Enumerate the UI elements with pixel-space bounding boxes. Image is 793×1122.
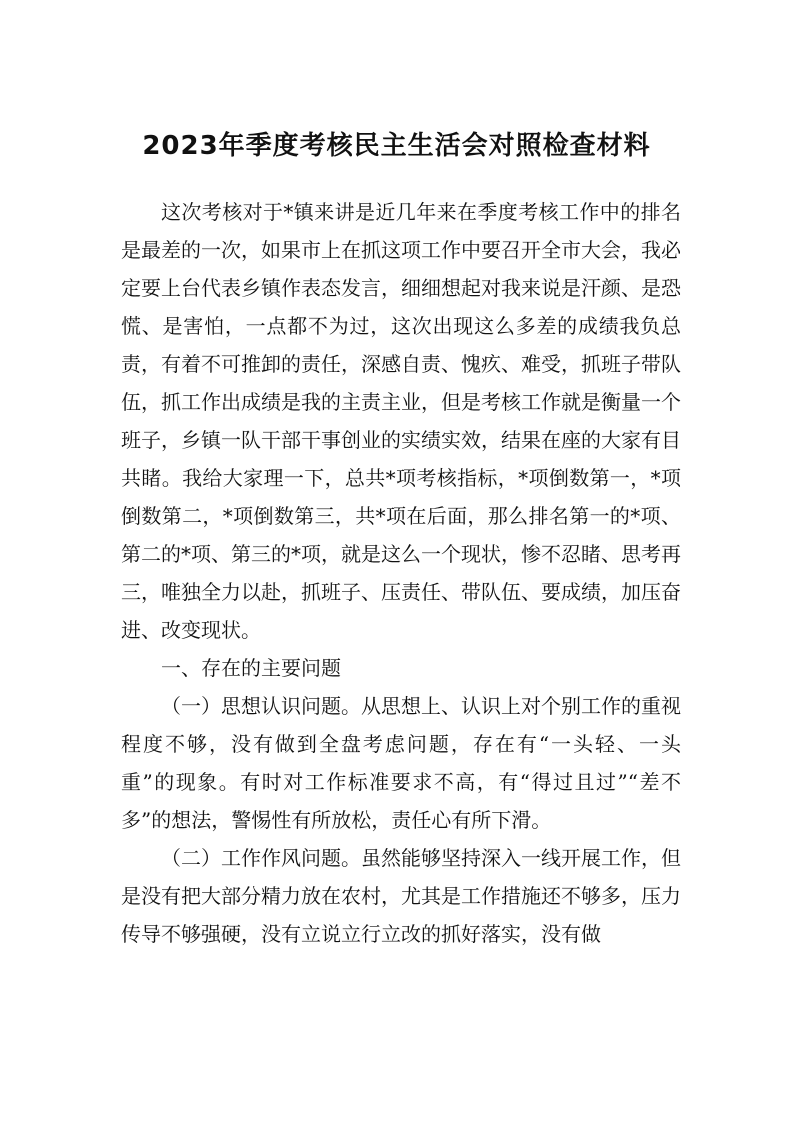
intro-paragraph: 这次考核对于*镇来讲是近几年来在季度考核工作中的排名是最差的一次，如果市上在抓这项工作中要召开全市大会，我必定要上台代表乡镇作表态发言，细细想起对我来说是汗颜、是恐慌、是害怕，一点都不为过，这次出现这么多差的成绩我负总责，有着不可推卸的责任，深感自责、愧疚、难受，抓班子带队伍，抓工作出成绩是我的主责主业，但是考核工作就是衡量一个班子，乡镇一队干部干事创业的实绩实效，结果在座的大家有目共睹。我给大家理一下，总共*项考核指标，*项倒数第一，*项倒数第二，*项倒数第三，共*项在后面，那么排名第一的*项、第二的*项、第三的*项，就是这么一个现状，惨不忍睹、思考再三，唯独全力以赴，抓班子、压责任、带队伍、要成绩，加压奋进、改变现状。 — [121, 200, 681, 642]
document-title: 2023年季度考核民主生活会对照检查材料 — [142, 131, 651, 161]
document-body — [121, 193, 681, 953]
problem-paragraph-2: （二）工作作风问题。虽然能够坚持深入一线开展工作，但是没有把大部分精力放在农村，尤其是工作措施还不够多，压力传导不够强硬，没有立说立行立改的抓好落实，没有做 — [121, 846, 681, 946]
section-heading: 一、存在的主要问题 — [161, 656, 341, 680]
problem-paragraph-1: （一）思想认识问题。从思想上、认识上对个别工作的重视程度不够，没有做到全盘考虑问题，存在有“一头轻、一头重”的现象。有时对工作标准要求不高，有“得过且过”“差不多”的想法，警惕性有所放松，责任心有所下滑。 — [121, 694, 681, 832]
